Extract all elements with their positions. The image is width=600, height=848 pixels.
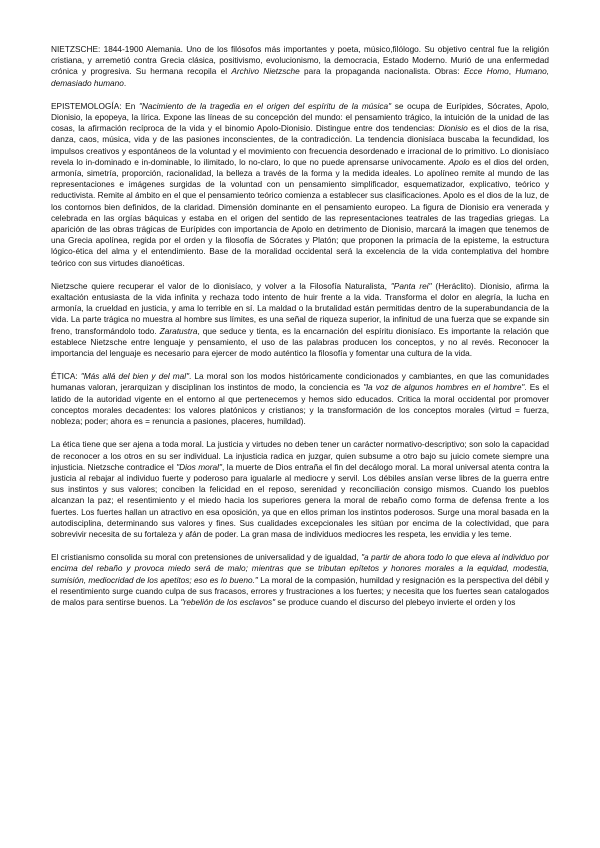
text-segment: , la muerte de Dios entraña el fin del decálogo moral. La moral universal atenta contra la justicia al rebajar al individuo fuerte y poderoso para igualarle al mediocre y servil. Los débiles ansían verse libres de la guerra entre sus instintos y sus valores; conciben la felicidad en el reposo, serenidad y reconciliación consigo mismos. Cuando los pueblos alcanzan la paz; el resentimiento y el miedo hacia los superiores genera la moral de rebaño como forma de defensa frente a los fuertes. Los fuertes hallan un atractivo en esa oposición, ya que en ellos priman los instintos poderosos. Surge una moral basada en la autodisciplina, determinando sus valores y fines. Sus cualidades excepcionales les sitúan por encima de la colectividad, que para sobrevivir necesita de su fortaleza y afán de poder. La gran masa de individuos mediocres les respeta, les envidia y les teme.	[51, 461, 549, 539]
italic-text: "a partir de ahora todo lo que eleva al individuo por encima del rebaño y provoca miedo será de malo; mientras que se tributan epítetos y honores morales a la equidad, modestia, sumisión, mediocridad de los apetitos; eso es lo bueno."	[51, 552, 549, 585]
document-body	[51, 44, 549, 608]
italic-text: Humano, demasiado humano	[51, 66, 549, 88]
text-segment: se produce cuando el discurso del plebeyo invierte el orden y los	[275, 596, 516, 607]
italic-text: "Nacimiento de la tragedia en el origen del espíritu de la música"	[138, 100, 392, 111]
paragraph-recuperar-dionisiaco	[51, 281, 549, 359]
text-segment: es el dios de la risa, danza, caos, música, vida y de las pasiones inconscientes, de la contradicción. La tendencia dionisíaca buscaba la fecundidad, los impulsos creativos y espontáneos de la voluntad y el movimiento con frecuencia desordenado e irracional de lo primitivo. Lo dionisíaco revela lo in-dominado e in-dominable, lo ilimitado, lo no-claro, lo que no puede aprensarse univocamente.	[51, 123, 549, 167]
paragraph-intro	[51, 44, 549, 89]
italic-text: Zaratustra	[159, 325, 198, 336]
italic-text: "Panta rei"	[390, 280, 432, 291]
italic-text: "Dios moral"	[176, 461, 222, 472]
text-segment: NIETZSCHE: 1844-1900 Alemania. Uno de los filósofos más importantes y poeta, músico,filólogo. Su objetivo central fue la religión cristiana, y arremetió contra Grecia clásica, positivismo, evolucionismo, la democracia, Estado Moderno. Murió de una enfermedad crónica y progresiva. Su hermana recopila el	[51, 44, 549, 77]
italic-text: Apolo	[448, 156, 470, 167]
text-segment: EPISTEMOLOGÍA: En	[51, 100, 139, 111]
text-segment: ÉTICA:	[51, 371, 81, 382]
text-segment: se ocupa de Eurípides, Sócrates, Apolo, Dionisio, la epopeya, la lírica. Expone las líneas de su concepción del mundo: el pensamiento trágico, la intuición de la unidad de las cosas, la afirmación recíproca de la vida y el binomio Apolo-Dionisio. Distingue entre dos tendencias:	[51, 100, 549, 134]
italic-text: Dionisio	[438, 123, 468, 134]
paragraph-cristianismo	[51, 552, 549, 608]
paragraph-etica	[51, 371, 549, 427]
text-segment: La moral de la compasión, humildad y resignación es la perspectiva del débil y el resentimiento surge cuando culpa de sus fracasos, errores y frustraciones a los fuertes; y necesita que los fuertes sean catalogados de malos para sentirse buenos. La	[51, 574, 549, 607]
italic-text: "la voz de algunos hombres en el hombre"	[363, 382, 525, 393]
italic-text: "Más allá del bien y del mal"	[80, 371, 190, 382]
text-segment: (Heráclito). Dionisio, afirma la exaltación entusiasta de la vida infinita y rechaza todo intento de huir frente a la vida. Transforma el dolor en alegría, la lucha en armonía, la crueldad en justicia, y ama lo terrible en sí. La maldad o la brutalidad están permitidas dentro de la superabundancia de la vida. La parte trágica no muestra al hombre sus límites, es una señal de riqueza superior, la infinitud de una fuerza que se expande sin freno, transformándolo todo.	[51, 280, 549, 336]
text-segment: ,	[508, 66, 516, 77]
text-segment: .	[123, 77, 127, 88]
italic-text: Ecce Homo	[463, 66, 509, 77]
text-segment: es el dios del orden, armonía, simetría, proporción, racionalidad, la belleza a través de la forma y la medida ideales. Lo apolíneo remite al mundo de las representaciones e imágenes surgidas de la voluntad con un pensamiento simplificador, esquematizador, explicativo, teórico y reductivista. Remite al ámbito en el que el pensamiento teórico comienza a establecer sus clasificaciones. Apolo es el dios de la luz, de los contornos bien definidos, de la claridad. Dimensión dominante en el pensamiento europeo. La figura de Dionisio era venerada y celebrada en las orgías báquicas y estaba en el origen del sentido de las representaciones teatrales de las tragedias griegas. La aparición de las obras trágicas de Eurípides con importancia de Apolo en detrimento de Dionisio, marcará la imagen que tenemos de una Grecia apolínea, regida por el orden y la filosofía de Sócrates y Platón; que proponen la primacía de la episteme, la estructura lógico-ética del alma y el entendimiento. Base de la moralidad occidental será la excelencia de la vida contemplativa del hombre teórico con sus virtudes dianoéticas.	[51, 156, 549, 268]
italic-text: "rebelión de los esclavos"	[180, 596, 276, 607]
text-segment: para la propaganda nacionalista. Obras:	[299, 66, 464, 77]
italic-text: Archivo Nietzsche	[231, 66, 300, 77]
text-segment: . Es el latido de la autoridad vigente en el entorno al que pertenecemos y hemos sido educados. Critica la moral occidental por promover conceptos morales decadentes: los valores platónicos y cristianos; y la transformación de los conceptos morales (virtud = fuerza, nobleza; poder; ahora es = renuncia a pasiones, placeres, humildad).	[51, 382, 549, 427]
text-segment: . La moral son los modos históricamente condicionados y cambiantes, en que las comunidades humanas valoran, jerarquizan y disciplinan los instintos de modo, la conciencia es	[51, 371, 549, 393]
text-segment: La ética tiene que ser ajena a toda moral. La justicia y virtudes no deben tener un carácter normativo-descriptivo; son solo la capacidad de reconocer a los otros en su ser individual. La injusticia radica en juzgar, quien subsume a otro bajo su juicio comete siempre una injusticia. Nietzsche contradice el	[51, 439, 549, 472]
text-segment: El cristianismo consolida su moral con pretensiones de universalidad y de igualdad,	[51, 552, 362, 563]
paragraph-etica-ajena-moral	[51, 439, 549, 540]
text-segment: , que seduce y tienta, es la encarnación del espíritu dionisíaco. Es importante la relación que establece Nietzsche entre lenguaje y pensamiento, el uso de las palabras producen los conceptos, y no al revés. Reconocer la importancia del lenguaje es necesario para ejercer de modo auténtico la filosofía y fomentar una cultura de la vida.	[51, 325, 549, 359]
text-segment: Nietzsche quiere recuperar el valor de lo dionisíaco, y volver a la Filosofía Naturalista,	[51, 280, 391, 291]
paragraph-epistemologia	[51, 101, 549, 269]
